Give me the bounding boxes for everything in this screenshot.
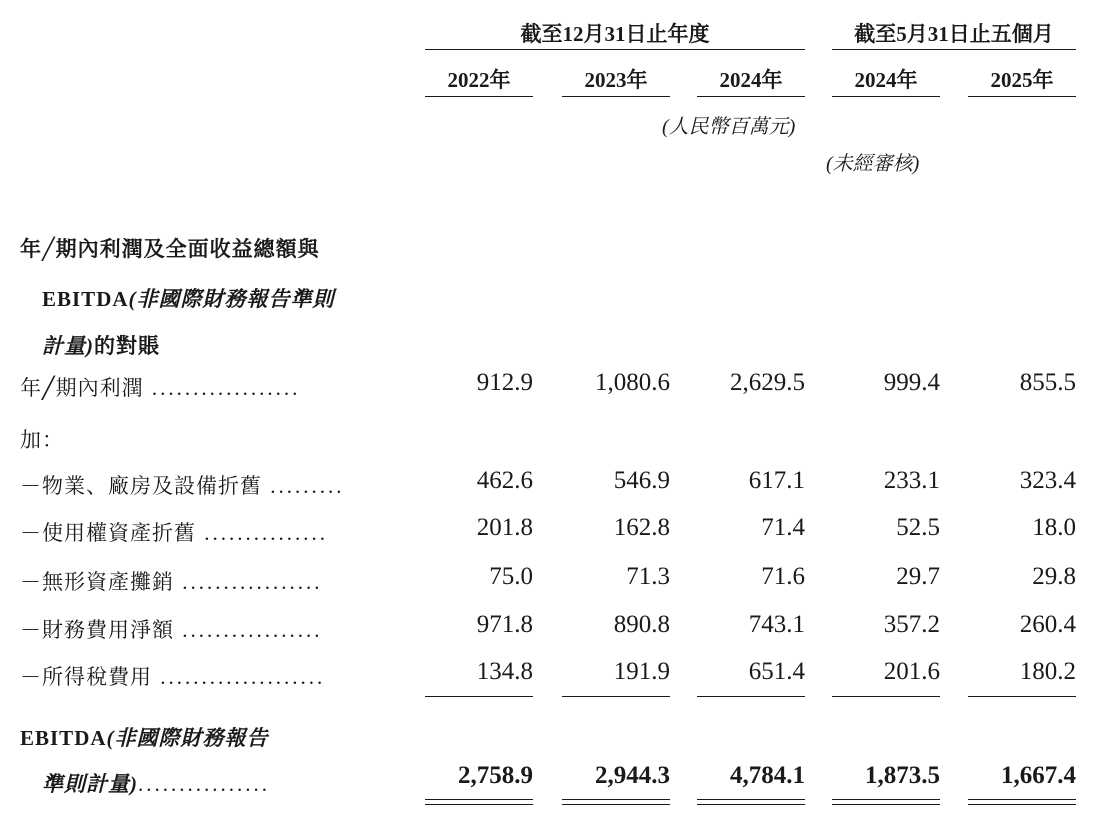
row-label xyxy=(20,661,325,691)
cell-value: 180.2 xyxy=(1019,658,1076,685)
total-ebitda: EBITDA xyxy=(20,726,107,750)
total-dots: ................ xyxy=(138,772,270,796)
row-label xyxy=(20,372,300,402)
row-label-text: －財務費用淨額 xyxy=(20,618,174,642)
row-label xyxy=(20,424,64,454)
total-value: 4,784.1 xyxy=(730,762,805,789)
column-header-2024: 2024年 xyxy=(719,68,783,92)
cell-value: 71.6 xyxy=(761,563,805,590)
column-rule-2023 xyxy=(562,96,670,97)
header-group-five-months: 截至5月31日止五個月 xyxy=(854,22,1054,46)
row-label-text: －使用權資產折舊 xyxy=(20,521,196,545)
cell-value: 999.4 xyxy=(883,369,940,396)
total-double-rule xyxy=(697,799,805,805)
cell-value: 233.1 xyxy=(883,467,940,494)
total-value: 2,758.9 xyxy=(458,762,533,789)
cell-value: 617.1 xyxy=(748,467,805,494)
total-measure: 準則計量) xyxy=(42,772,138,796)
section-title-non-ifrs: (非國際財務報告準則 xyxy=(128,287,335,311)
column-rule-2022 xyxy=(425,96,533,97)
section-title-line3 xyxy=(42,330,160,360)
cell-value: 546.9 xyxy=(613,467,670,494)
total-value: 1,873.5 xyxy=(865,762,940,789)
column-header-2025-5m: 2025年 xyxy=(990,68,1054,92)
row-label xyxy=(20,614,323,644)
cell-value: 890.8 xyxy=(613,611,670,638)
cell-value: 1,080.6 xyxy=(595,369,670,396)
leader-dots: .................... xyxy=(152,665,326,689)
section-title-reconciliation: 的對賬 xyxy=(94,334,160,358)
cell-value: 260.4 xyxy=(1019,611,1076,638)
leader-dots: ................. xyxy=(174,618,323,642)
subtotal-rule xyxy=(562,696,670,697)
total-double-rule xyxy=(968,799,1076,805)
total-double-rule xyxy=(425,799,533,805)
row-label-text: －無形資產攤銷 xyxy=(20,570,174,594)
cell-value: 75.0 xyxy=(489,563,533,590)
header-group-rule-fy xyxy=(425,49,805,50)
cell-value: 201.6 xyxy=(883,658,940,685)
cell-value: 651.4 xyxy=(748,658,805,685)
cell-value: 18.0 xyxy=(1032,514,1076,541)
leader-dots: ................. xyxy=(174,570,323,594)
header-group-rule-5m xyxy=(832,49,1076,50)
total-label-line1 xyxy=(20,722,269,752)
leader-dots: ......... xyxy=(262,474,345,498)
column-rule-2024 xyxy=(697,96,805,97)
total-value: 2,944.3 xyxy=(595,762,670,789)
row-label xyxy=(20,517,328,547)
section-title-line2 xyxy=(42,283,335,313)
cell-value: 971.8 xyxy=(476,611,533,638)
row-label xyxy=(20,470,345,500)
subtotal-rule xyxy=(832,696,940,697)
cell-value: 912.9 xyxy=(476,369,533,396)
row-label-text: 年╱期內利潤 xyxy=(20,376,144,400)
total-value: 1,667.4 xyxy=(1001,762,1076,789)
total-label-line2 xyxy=(42,768,270,798)
cell-value: 2,629.5 xyxy=(730,369,805,396)
subtotal-rule xyxy=(425,696,533,697)
cell-value: 462.6 xyxy=(476,467,533,494)
column-rule-2024-5m xyxy=(832,96,940,97)
cell-value: 323.4 xyxy=(1019,467,1076,494)
row-label-text: －物業、廠房及設備折舊 xyxy=(20,474,262,498)
cell-value: 29.8 xyxy=(1032,563,1076,590)
cell-value: 855.5 xyxy=(1019,369,1076,396)
cell-value: 191.9 xyxy=(613,658,670,685)
row-label xyxy=(20,566,323,596)
cell-value: 743.1 xyxy=(748,611,805,638)
row-label-text: －所得稅費用 xyxy=(20,665,152,689)
section-title-measure: 計量) xyxy=(42,334,94,358)
cell-value: 71.3 xyxy=(626,563,670,590)
cell-value: 162.8 xyxy=(613,514,670,541)
cell-value: 134.8 xyxy=(476,658,533,685)
total-double-rule xyxy=(562,799,670,805)
cell-value: 29.7 xyxy=(896,563,940,590)
section-title-line1: 年╱期內利潤及全面收益總額與 xyxy=(20,237,320,261)
subtotal-rule xyxy=(968,696,1076,697)
section-title-ebitda: EBITDA xyxy=(42,287,129,311)
row-label-text: 加： xyxy=(20,428,64,452)
subtotal-rule xyxy=(697,696,805,697)
header-group-fiscal-year: 截至12月31日止年度 xyxy=(520,22,710,46)
column-header-2022: 2022年 xyxy=(447,68,511,92)
cell-value: 52.5 xyxy=(896,514,940,541)
column-header-2024-5m: 2024年 xyxy=(854,68,918,92)
cell-value: 201.8 xyxy=(476,514,533,541)
column-rule-2025-5m xyxy=(968,96,1076,97)
unit-note: (人民幣百萬元) xyxy=(662,116,796,138)
cell-value: 357.2 xyxy=(883,611,940,638)
unaudited-note: (未經審核) xyxy=(826,153,920,175)
cell-value: 71.4 xyxy=(761,514,805,541)
leader-dots: .................. xyxy=(143,376,301,400)
total-non-ifrs: (非國際財務報告 xyxy=(106,726,269,750)
total-double-rule xyxy=(832,799,940,805)
leader-dots: ............... xyxy=(196,521,328,545)
column-header-2023: 2023年 xyxy=(584,68,648,92)
